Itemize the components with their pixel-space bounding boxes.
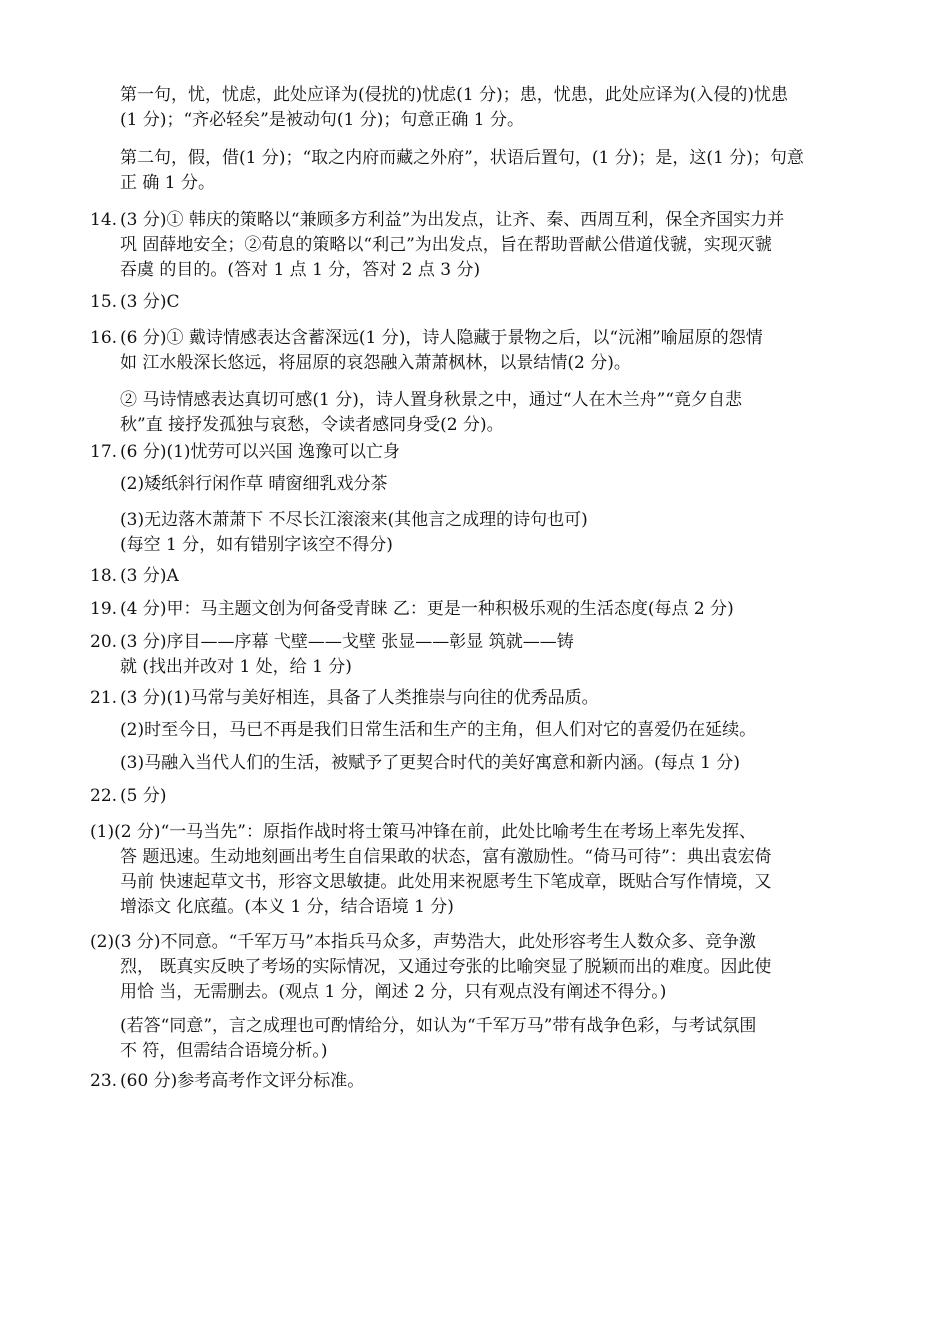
- text-line: (2)(3 分)不同意。“千军万马”本指兵马众多，声势浩大，此处形容考生人数众多、竞争激: [90, 932, 756, 952]
- text-line: (若答“同意”，言之成理也可酌情给分，如认为“千军万马”带有战争色彩，与考试氛围: [120, 1016, 757, 1036]
- text-line: 巩 固薛地安全；②荀息的策略以“利己”为出发点，旨在帮助晋献公借道伐虢，实现灭虢: [120, 235, 772, 255]
- q13-note-sentence-1: [120, 83, 865, 133]
- item-number: 14.: [90, 210, 118, 230]
- text-line: (2)时至今日，马已不再是我们日常生活和生产的主角，但人们对它的喜爱仍在延续。: [120, 720, 757, 740]
- text-line: (3)无边落木萧萧下 不尽长江滚滚来(其他言之成理的诗句也可): [120, 510, 588, 530]
- text-line: (1 分)；“齐必轻矣”是被动句(1 分)；句意正确 1 分。: [120, 110, 524, 130]
- answer-item-15: [90, 290, 865, 315]
- text-line: 第二句，假，借(1 分)；“取之内府而藏之外府”，状语后置句，(1 分)；是，这(1 分)；句意: [120, 148, 804, 168]
- text-line: (2)矮纸斜行闲作草 晴窗细乳戏分茶: [120, 474, 388, 494]
- answer-item-21-part-2: [90, 718, 865, 743]
- text-line: 不 符，但需结合语境分析。): [120, 1041, 328, 1061]
- item-number: 15.: [90, 292, 118, 312]
- answer-item-22: [90, 784, 865, 809]
- item-number: 22.: [90, 786, 118, 806]
- item-number: 20.: [90, 632, 118, 652]
- text-line: (5 分): [120, 786, 167, 806]
- text-line: (3 分)(1)马常与美好相连，具备了人类推崇与向往的优秀品质。: [120, 688, 599, 708]
- text-line: (1)(2 分)“一马当先”：原指作战时将士策马冲锋在前，此处比喻考生在考场上率先发挥、: [90, 822, 756, 842]
- answer-item-21-part-3: [90, 751, 865, 776]
- answer-item-16: [90, 326, 865, 376]
- answer-item-17-part-3: [90, 508, 865, 558]
- text-line: 答 题迅速。生动地刻画出考生自信果敢的状态，富有激励性。“倚马可待”：典出袁宏倚: [120, 847, 772, 867]
- text-line: (3)马融入当代人们的生活，被赋予了更契合时代的美好寓意和新内涵。(每点 1 分): [120, 753, 740, 773]
- answer-item-14: [90, 208, 865, 283]
- answer-item-21: [90, 686, 865, 711]
- text-line: 马前 快速起草文书，形容文思敏捷。此处用来祝愿考生下笔成章，既贴合写作情境，又: [120, 872, 772, 892]
- text-line: (6 分)(1)忧劳可以兴国 逸豫可以亡身: [120, 442, 400, 462]
- text-line: (60 分)参考高考作文评分标准。: [120, 1071, 365, 1091]
- answer-item-22-part-2: [90, 930, 865, 1005]
- text-line: 正 确 1 分。: [120, 173, 216, 193]
- answer-item-19: [90, 597, 865, 622]
- text-line: (3 分)C: [120, 292, 180, 312]
- text-line: (3 分)① 韩庆的策略以“兼顾多方利益”为出发点，让齐、秦、西周互利，保全齐国实力并: [120, 210, 785, 230]
- text-line: (3 分)A: [120, 566, 179, 586]
- answer-item-23: [90, 1069, 865, 1094]
- item-number: 23.: [90, 1071, 118, 1091]
- item-number: 18.: [90, 566, 118, 586]
- text-line: ② 马诗情感表达真切可感(1 分)，诗人置身秋景之中，通过“人在木兰舟”“竟夕自悲: [120, 390, 742, 410]
- answer-item-18: [90, 564, 865, 589]
- text-line: 烈， 既真实反映了考场的实际情况，又通过夸张的比喻突显了脱颖而出的难度。因此使: [120, 957, 772, 977]
- item-number: 16.: [90, 328, 118, 348]
- answer-item-17-part-2: [90, 472, 865, 497]
- item-number: 19.: [90, 599, 118, 619]
- answer-item-20: [90, 630, 865, 680]
- item-number: 21.: [90, 688, 118, 708]
- text-line: 就 (找出并改对 1 处，给 1 分): [120, 657, 352, 677]
- text-line: (6 分)① 戴诗情感表达含蓄深远(1 分)，诗人隐藏于景物之后，以“沅湘”喻屈原的怨情: [120, 328, 763, 348]
- text-line: 第一句，忧，忧虑，此处应译为(侵扰的)忧虑(1 分)；患，忧患，此处应译为(入侵的)忧患: [120, 85, 789, 105]
- text-line: 如 江水般深长悠远，将屈原的哀怨融入萧萧枫林，以景结情(2 分)。: [120, 353, 631, 373]
- answer-item-22-note: [90, 1014, 865, 1064]
- text-line: (每空 1 分，如有错别字该空不得分): [120, 535, 393, 555]
- answer-item-17: [90, 440, 865, 465]
- text-line: 增添文 化底蕴。(本义 1 分，结合语境 1 分): [120, 897, 454, 917]
- answer-item-22-part-1: [90, 820, 865, 920]
- q13-note-sentence-2: [120, 146, 865, 196]
- text-line: 用恰 当，无需删去。(观点 1 分，阐述 2 分，只有观点没有阐述不得分。): [120, 982, 667, 1002]
- text-line: (4 分)甲：马主题文创为何备受青睐 乙：更是一种积极乐观的生活态度(每点 2 分): [120, 599, 734, 619]
- item-number: 17.: [90, 442, 118, 462]
- text-line: (3 分)序目——序幕 弋壁——戈壁 张显——彰显 筑就——铸: [120, 632, 574, 652]
- answer-item-16-part-2: [90, 388, 865, 438]
- text-line: 秋”直 接抒发孤独与哀愁，令读者感同身受(2 分)。: [120, 415, 504, 435]
- text-line: 吞虞 的目的。(答对 1 点 1 分，答对 2 点 3 分): [120, 260, 481, 280]
